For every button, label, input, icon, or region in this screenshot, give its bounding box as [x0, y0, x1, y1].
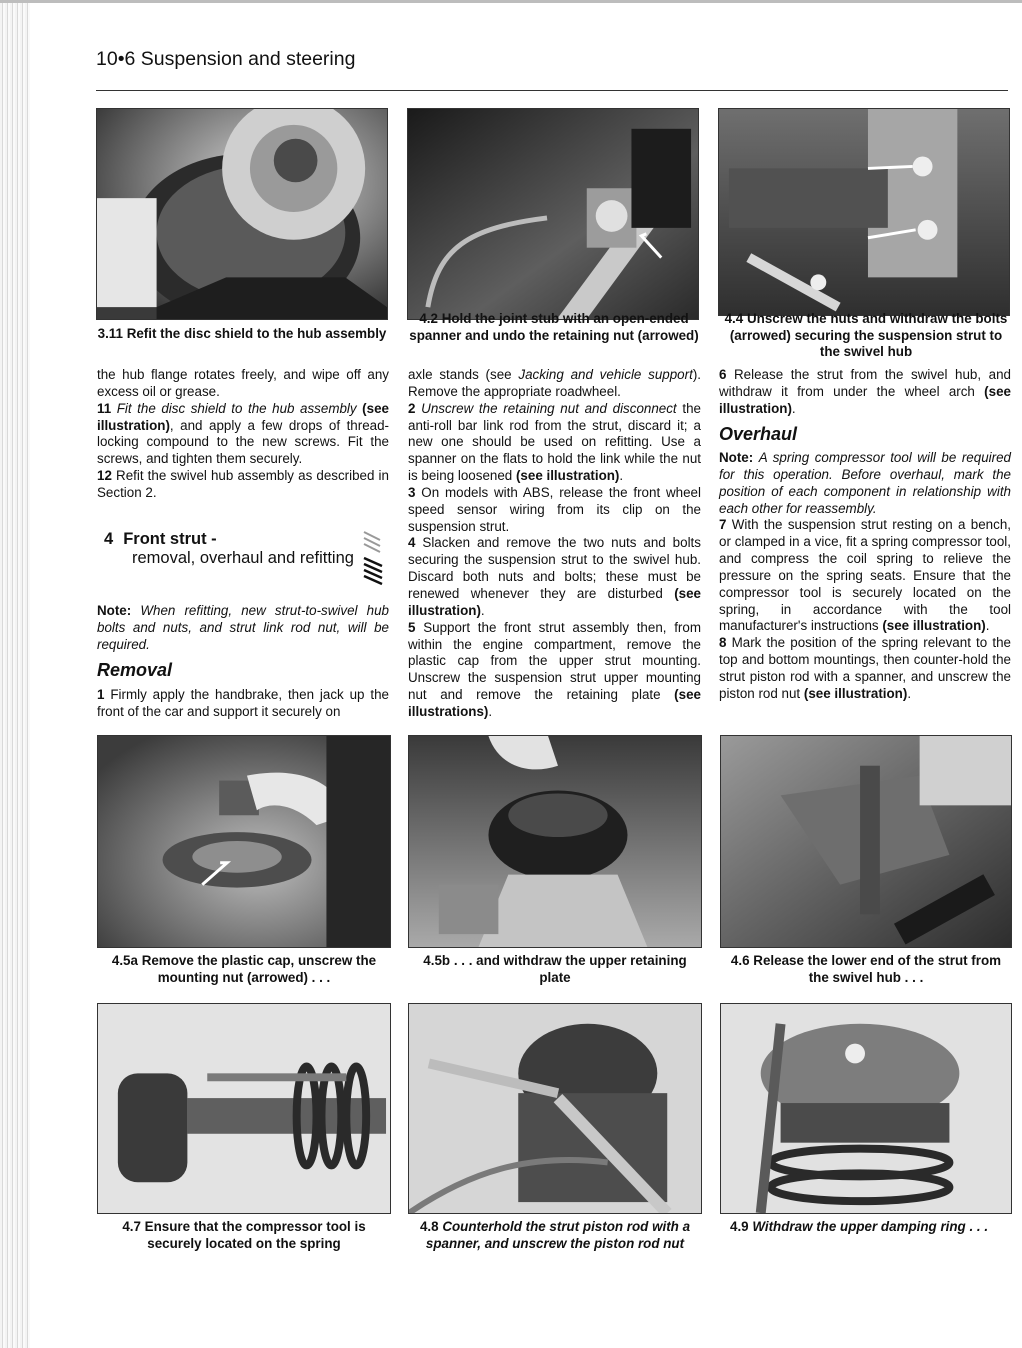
- paragraph-italic: Unscrew the retaining nut and disconnect: [421, 400, 677, 416]
- paragraph-text: the hub flange rotates freely, and wipe off any excess oil or grease.: [97, 367, 389, 399]
- paragraph-text: Support the front strut assembly then, from within the engine compartment, remove the plastic cap from the upper strut mounting. Unscrew the suspension strut upper mounting nut and remove the retaining plate: [408, 619, 701, 703]
- caption-number: 4.7: [122, 1219, 141, 1234]
- paragraph-text: ). Remove the appropriate roadwheel.: [408, 367, 701, 399]
- photo-4-4: [718, 108, 1010, 316]
- caption-text: Remove the plastic cap, unscrew the mounting nut (arrowed) . . .: [141, 953, 377, 985]
- paragraph-2: 2 Unscrew the retaining nut and disconnect the anti-roll bar link rod from the strut, discard it; a new one should be used on refitting. Use a spanner on the flats to hold the link while the nut is being loosened (see illustration).: [408, 400, 701, 484]
- illustration-ref: (see illustration): [97, 400, 389, 433]
- paragraph-text: On models with ABS, release the front wheel speed sensor wiring from its clip on the suspension strut.: [408, 484, 701, 534]
- note-block-1: [97, 603, 389, 654]
- caption-number: 4.8: [419, 1219, 439, 1234]
- scan-top-edge: [0, 0, 1022, 3]
- caption-number: 3.11: [97, 326, 123, 341]
- photo-3-11: [96, 108, 388, 320]
- illustration-ref: (see illustration): [882, 618, 986, 634]
- paragraph-number: 11: [97, 400, 112, 416]
- note-label: Note:: [97, 603, 132, 618]
- photo-4-8: [408, 1003, 702, 1214]
- caption-4-2: [404, 311, 704, 344]
- photo-4-5b: [408, 735, 702, 948]
- paragraph-text: , and apply a few drops of thread-locking compound to the new screws. Fit the screws, and tighten them securely.: [97, 417, 389, 467]
- paragraph-1-cont: [408, 367, 701, 401]
- photo-4-9: [720, 1003, 1012, 1214]
- text-column-3: [719, 367, 1011, 418]
- section-number: 4: [104, 530, 114, 548]
- section-heading-4: [104, 530, 354, 568]
- caption-number: 4.5b: [423, 953, 451, 968]
- paragraph-text: Slacken and remove the two nuts and bolts securing the suspension strut to the swivel hub. Discard both nuts and bolts; these must be renewed whenever they are disturbed: [408, 535, 701, 601]
- paragraph-text: the anti-roll bar link rod from the strut, discard it; a new one should be used on refitting. Use a spanner on the flats to hold the link while the nut is being loosened: [408, 400, 701, 484]
- text-column-3-lower: [719, 450, 1011, 703]
- caption-4-7: [97, 1219, 391, 1252]
- paragraph-number: 3: [408, 484, 416, 500]
- header-rule: [96, 90, 1008, 91]
- paragraph-text: Firmly apply the handbrake, then jack up the front of the car and support it securely on: [97, 687, 389, 719]
- caption-text: . . . and withdraw the upper retaining plate: [453, 953, 687, 985]
- cross-reference: Jacking and vehicle support: [518, 367, 693, 382]
- note-text: A spring compressor tool will be required for this operation. Before overhaul, mark the position of each component in relationship with each other for reassembly.: [719, 450, 1011, 516]
- paragraph-4: 4 Slacken and remove the two nuts and bolts securing the suspension strut to the swivel hub. Discard both nuts and bolts; these must be renewed whenever they are disturbed (see illustration).: [408, 535, 701, 618]
- caption-text: Refit the disc shield to the hub assembly: [126, 326, 387, 341]
- caption-number: 4.9: [730, 1219, 749, 1234]
- caption-number: 4.2: [419, 311, 438, 326]
- illustration-ref: (see illustrations): [408, 687, 701, 719]
- photo-4-2: [407, 108, 699, 320]
- page-header: [96, 48, 355, 71]
- paragraph-number: 1: [97, 687, 105, 702]
- caption-4-9: [720, 1219, 1012, 1236]
- paragraph-3: [408, 485, 701, 536]
- paragraph-7: 7 With the suspension strut resting on a bench, or clamped in a vice, fit a spring compressor tool, and compress the coil spring to relieve the pressure on the spring seats. Ensure that the compressor tool is securely located on the spring, in accordance with the tool manufacturer's instructions (see illustration).: [719, 517, 1011, 634]
- page-reference: 10•6: [96, 48, 136, 70]
- caption-4-6: [720, 953, 1012, 986]
- illustration-ref: (see illustration): [719, 383, 1011, 416]
- paragraph-12: [97, 468, 389, 502]
- overhaul-heading: Overhaul: [719, 424, 798, 444]
- paragraph-number: 4: [408, 535, 416, 551]
- caption-text: Release the lower end of the strut from the swivel hub . . .: [753, 953, 1002, 985]
- caption-number: 4.6: [730, 953, 750, 968]
- caption-text: Ensure that the compressor tool is securely located on the spring: [144, 1219, 366, 1251]
- paragraph-5: 5 Support the front strut assembly then, from within the engine compartment, remove the plastic cap from the upper strut mounting. Unscrew the suspension strut upper mounting nut and remove the retaining plate (see illustrations).: [408, 619, 701, 719]
- caption-4-4: [718, 311, 1014, 361]
- text-column-1: [97, 367, 389, 502]
- note-text: When refitting, new strut-to-swivel hub bolts and nuts, and strut link rod nut, will be required.: [97, 603, 389, 652]
- caption-number: 4.5a: [111, 953, 138, 968]
- caption-text: Counterhold the strut piston rod with a spanner, and unscrew the piston rod nut: [425, 1219, 691, 1251]
- caption-4-8: [408, 1219, 702, 1252]
- difficulty-spanner-icon: [360, 526, 386, 588]
- illustration-ref: (see illustration): [803, 685, 908, 701]
- removal-heading: Removal: [97, 660, 173, 680]
- chapter-title: Suspension and steering: [140, 48, 356, 70]
- paragraph-number: 6: [719, 367, 727, 382]
- photo-4-5a: [97, 735, 391, 948]
- paragraph-number: 5: [408, 619, 416, 635]
- caption-4-5a: [97, 953, 391, 986]
- paragraph-1: [97, 687, 389, 721]
- paragraph-text: axle stands (see: [408, 367, 519, 382]
- paragraph-6: 6 Release the strut from the swivel hub, and withdraw it from under the wheel arch (see illustration).: [719, 367, 1011, 416]
- book-spine-shadow: [0, 0, 30, 1348]
- paragraph-text: Mark the position of the spring relevant to the top and bottom mountings, then counter-hold the strut piston rod with a spanner, and unscrew the piston rod nut: [719, 635, 1011, 701]
- paragraph-number: 8: [719, 635, 727, 651]
- paragraph-text: With the suspension strut resting on a bench, or clamped in a vice, fit a spring compressor tool, and compress the coil spring to relieve the pressure on the spring seats. Ensure that the compressor tool is securely located on the spring, in accordance with the tool manufacturer's instructions: [719, 517, 1011, 634]
- caption-text: Hold the joint stub with an open-ended spanner and undo the retaining nut (arrowed): [409, 311, 699, 343]
- caption-4-5b: [408, 953, 702, 986]
- caption-number: 4.4: [724, 311, 744, 326]
- paragraph-text: Refit the swivel hub assembly as described in Section 2.: [97, 468, 389, 500]
- paragraph-italic: Fit the disc shield to the hub assembly: [116, 400, 357, 416]
- paragraph-8: 8 Mark the position of the spring relevant to the top and bottom mountings, then counter-hold the strut piston rod with a spanner, and unscrew the piston rod nut (see illustration).: [719, 635, 1011, 701]
- caption-text: Unscrew the nuts and withdraw the bolts (arrowed) securing the suspension strut to the swivel hub: [729, 311, 1008, 359]
- caption-3-11: [96, 326, 388, 343]
- paragraph-number: 2: [408, 400, 416, 416]
- illustration-ref: (see illustration): [515, 468, 620, 484]
- section-subtitle: removal, overhaul and refitting: [132, 549, 354, 567]
- section-title: Front strut -: [123, 530, 217, 548]
- paragraph-continuation: [97, 367, 389, 401]
- photo-4-7: [97, 1003, 391, 1214]
- paragraph-number: 12: [97, 468, 112, 484]
- caption-text: Withdraw the upper damping ring . . .: [752, 1219, 989, 1234]
- paragraph-number: 7: [719, 517, 727, 533]
- paragraph-text: Release the strut from the swivel hub, and withdraw it from under the wheel arch: [719, 367, 1011, 399]
- photo-4-6: [720, 735, 1012, 948]
- text-column-2: [408, 367, 701, 721]
- paragraph-11: [97, 401, 389, 468]
- note-label: Note:: [719, 450, 754, 465]
- illustration-ref: (see illustration): [408, 585, 701, 618]
- note-block-2: [719, 450, 1011, 517]
